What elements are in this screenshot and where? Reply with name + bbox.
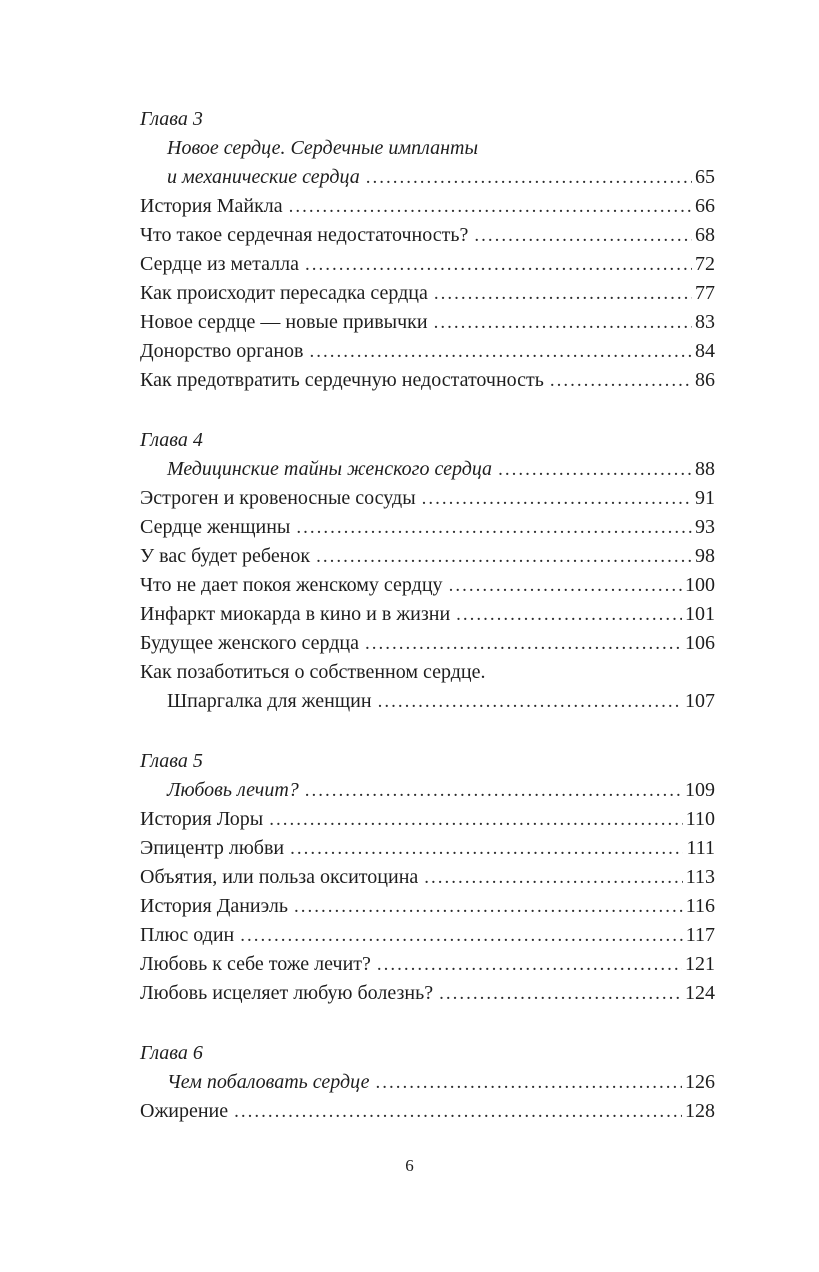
toc-page-number: 110: [685, 808, 715, 830]
dot-leader: [378, 687, 682, 716]
dot-leader: [456, 600, 682, 629]
toc-line: [140, 979, 715, 1008]
chapter-heading: Глава 6: [140, 1042, 203, 1064]
toc-page-number: 93: [695, 516, 715, 538]
toc-page-number: 83: [695, 311, 715, 333]
dot-leader: [294, 892, 683, 921]
toc-line-text: Как позаботиться о собственном сердце.: [140, 661, 486, 683]
dot-leader: [305, 776, 682, 805]
footer-page-number: 6: [405, 1156, 414, 1175]
toc-line: [140, 134, 715, 163]
toc-line: [140, 1068, 715, 1097]
toc-line-text: Как предотвратить сердечную недостаточность: [140, 369, 544, 391]
toc-line-text: У вас будет ребенок: [140, 545, 311, 567]
dot-leader: [269, 805, 683, 834]
toc-page-number: 98: [695, 545, 715, 567]
toc-line: [140, 279, 715, 308]
toc-line: [140, 863, 715, 892]
toc-line: [140, 484, 715, 513]
toc-line-text: Плюс один: [140, 924, 235, 946]
toc-line: [140, 687, 715, 716]
toc-page-number: 100: [685, 574, 715, 596]
toc-line: [140, 629, 715, 658]
dot-leader: [234, 1097, 682, 1126]
toc-line-text: Медицинские тайны женского сердца: [167, 458, 493, 480]
dot-leader: [377, 950, 682, 979]
toc-line: [140, 455, 715, 484]
toc-line-text: История Майкла: [140, 195, 283, 217]
toc-section: [140, 104, 715, 395]
dot-leader: [290, 834, 683, 863]
toc-page-number: 128: [685, 1100, 715, 1122]
toc-line-text: Ожирение: [140, 1100, 229, 1122]
dot-leader: [240, 921, 682, 950]
dot-leader: [434, 279, 692, 308]
chapter-heading: Глава 4: [140, 429, 203, 451]
toc-page-number: 68: [695, 224, 715, 246]
toc-line: [140, 163, 715, 192]
toc-line: [140, 921, 715, 950]
toc-line-text: Донорство органов: [140, 340, 304, 362]
toc-line: [140, 250, 715, 279]
toc-page-number: 65: [695, 166, 715, 188]
toc-line: [140, 221, 715, 250]
toc-page-number: 124: [685, 982, 715, 1004]
dot-leader: [316, 542, 692, 571]
dot-leader: [366, 163, 692, 192]
dot-leader: [498, 455, 692, 484]
toc-line-text: Сердце из металла: [140, 253, 299, 275]
toc-section: [140, 1038, 715, 1126]
toc-line: [140, 366, 715, 395]
toc-line: [140, 805, 715, 834]
toc-line-text: Как происходит пересадка сердца: [140, 282, 428, 304]
toc-line-text: Будущее женского сердца: [140, 632, 359, 654]
chapter-heading: Глава 3: [140, 108, 203, 130]
toc-page-number: 106: [685, 632, 715, 654]
dot-leader: [310, 337, 693, 366]
dot-leader: [296, 513, 692, 542]
dot-leader: [376, 1068, 683, 1097]
toc-line: [140, 658, 715, 687]
toc-line-text: Что такое сердечная недостаточность?: [140, 224, 469, 246]
dot-leader: [434, 308, 692, 337]
toc-page-number: 86: [695, 369, 715, 391]
toc-line-text: Шпаргалка для женщин: [167, 690, 372, 712]
toc: [140, 104, 715, 1126]
toc-line-text: Эпицентр любви: [140, 837, 285, 859]
toc-line: [140, 192, 715, 221]
toc-line: [140, 337, 715, 366]
toc-page-number: 84: [695, 340, 715, 362]
toc-line: [140, 513, 715, 542]
toc-page-number: 109: [685, 779, 715, 801]
toc-section: [140, 746, 715, 1008]
toc-page-number: 88: [695, 458, 715, 480]
toc-line-text: Инфаркт миокарда в кино и в жизни: [140, 603, 451, 625]
toc-line-text: Эстроген и кровеносные сосуды: [140, 487, 416, 509]
chapter-heading: Глава 5: [140, 750, 203, 772]
toc-line-text: и механические сердца: [167, 166, 360, 188]
toc-line: [140, 892, 715, 921]
toc-line-text: Новое сердце — новые привычки: [140, 311, 428, 333]
toc-page-number: 111: [686, 837, 715, 859]
toc-page-number: 101: [685, 603, 715, 625]
toc-line-text: Новое сердце. Сердечные импланты: [167, 137, 479, 159]
dot-leader: [424, 863, 682, 892]
toc-line: [140, 950, 715, 979]
toc-page-number: 117: [685, 924, 715, 946]
toc-line-text: Чем побаловать сердце: [167, 1071, 370, 1093]
dot-leader: [550, 366, 692, 395]
toc-page-number: 72: [695, 253, 715, 275]
toc-line-text: Любовь исцеляет любую болезнь?: [140, 982, 434, 1004]
dot-leader: [422, 484, 692, 513]
toc-page-number: 107: [685, 690, 715, 712]
toc-page-number: 121: [685, 953, 715, 975]
toc-line-text: История Даниэль: [140, 895, 288, 917]
toc-line-text: Сердце женщины: [140, 516, 291, 538]
toc-section: [140, 425, 715, 716]
toc-line-text: Любовь к себе тоже лечит?: [140, 953, 371, 975]
toc-line: [140, 776, 715, 805]
toc-line: [140, 834, 715, 863]
dot-leader: [474, 221, 692, 250]
toc-page-number: 77: [695, 282, 715, 304]
toc-line-text: История Лоры: [140, 808, 264, 830]
toc-page-number: 113: [685, 866, 715, 888]
toc-line-text: Любовь лечит?: [167, 779, 299, 801]
toc-line-text: Что не дает покоя женскому сердцу: [140, 574, 443, 596]
toc-line: [140, 600, 715, 629]
toc-page-number: 91: [695, 487, 715, 509]
toc-line: [140, 542, 715, 571]
toc-line-text: Объятия, или польза окситоцина: [140, 866, 419, 888]
dot-leader: [439, 979, 682, 1008]
toc-page-number: 116: [685, 895, 715, 917]
dot-leader: [289, 192, 692, 221]
toc-line: [140, 571, 715, 600]
toc-page-number: 66: [695, 195, 715, 217]
dot-leader: [449, 571, 682, 600]
dot-leader: [365, 629, 682, 658]
toc-page-number: 126: [685, 1071, 715, 1093]
dot-leader: [305, 250, 692, 279]
toc-line: [140, 308, 715, 337]
toc-line: [140, 1097, 715, 1126]
